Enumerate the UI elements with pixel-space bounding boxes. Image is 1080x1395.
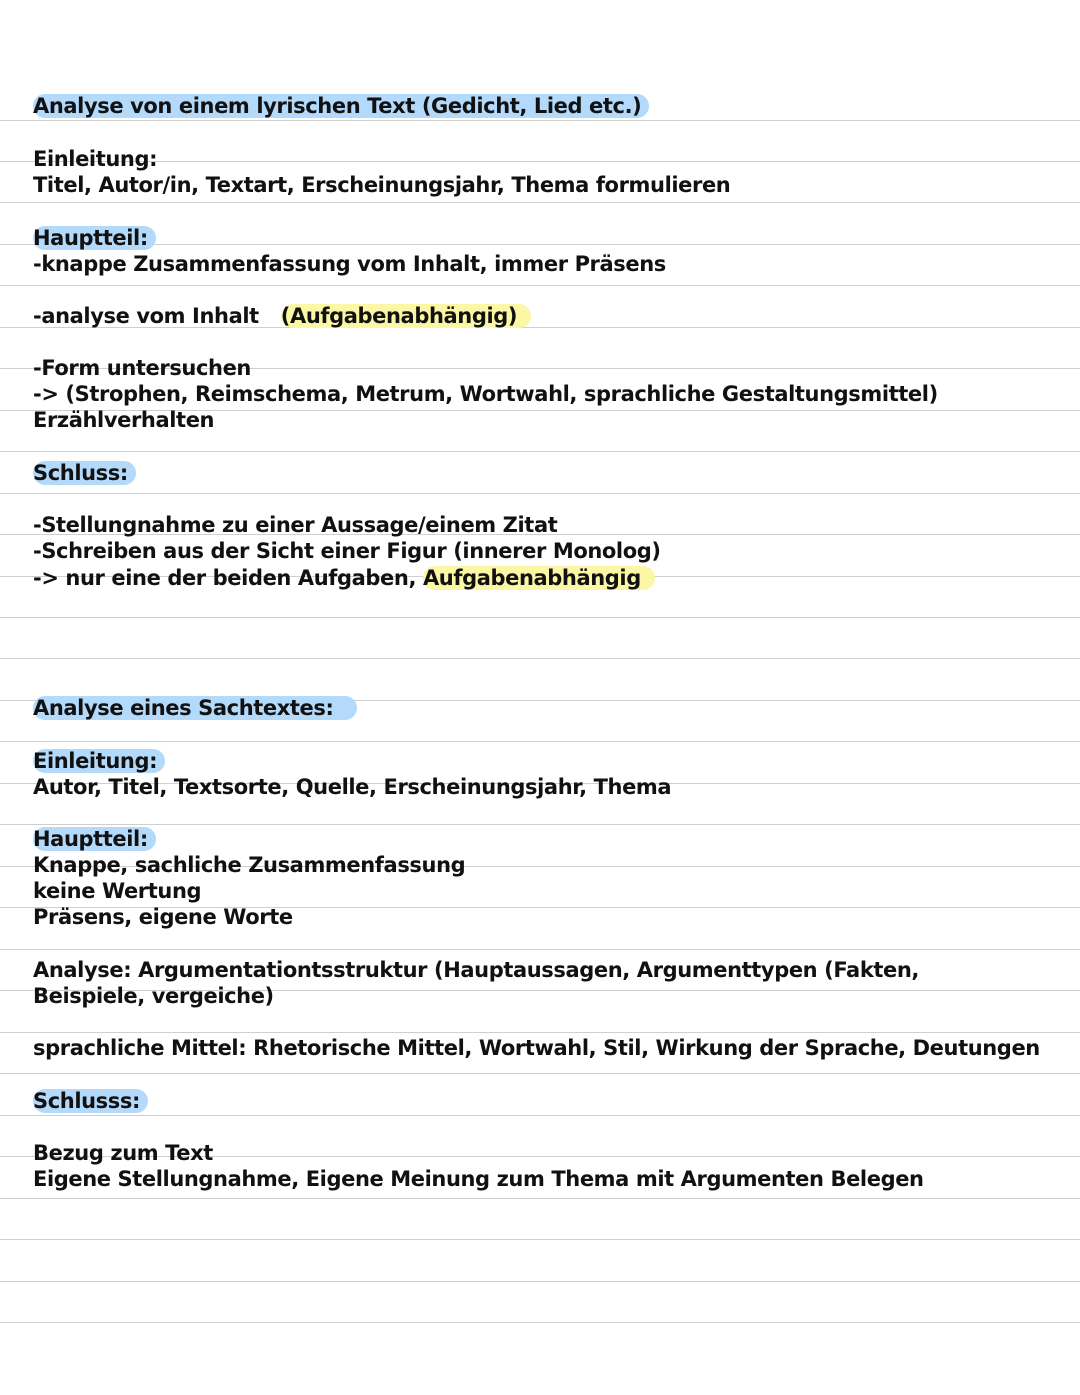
intro-heading-text: Einleitung: (33, 749, 165, 773)
ruled-line (0, 244, 1080, 245)
main-line: -knappe Zusammenfassung vom Inhalt, immer Präsens (33, 252, 666, 276)
section-title (33, 93, 649, 119)
ruled-line (0, 658, 1080, 659)
main-line-text: -analyse vom Inhalt (33, 304, 259, 328)
conclusion-line (33, 565, 655, 591)
ruled-line (0, 741, 1080, 742)
main-heading (33, 225, 156, 251)
ruled-line (0, 202, 1080, 203)
language-line: sprachliche Mittel: Rhetorische Mittel, Wortwahl, Stil, Wirkung der Sprache, Deutungen (33, 1036, 1040, 1060)
ruled-line (0, 824, 1080, 825)
main-line: -Form untersuchen (33, 356, 251, 380)
conclusion-line: -Stellungnahme zu einer Aussage/einem Zitat (33, 513, 558, 537)
intro-heading (33, 748, 165, 774)
analysis-line: Beispiele, vergeiche) (33, 984, 274, 1008)
conclusion-heading-text: Schluss: (33, 461, 136, 485)
main-line: keine Wertung (33, 879, 202, 903)
ruled-line (0, 1322, 1080, 1323)
section-title-text: Analyse von einem lyrischen Text (Gedicht, Lied etc.) (33, 94, 649, 118)
conclusion-line-highlight: Aufgabenabhängig (423, 566, 655, 590)
ruled-line (0, 949, 1080, 950)
main-heading-text: Hauptteil: (33, 827, 156, 851)
ruled-line (0, 1032, 1080, 1033)
conclusion-line-text: -> nur eine der beiden Aufgaben, (33, 566, 423, 590)
conclusion-heading (33, 460, 136, 486)
ruled-line (0, 1115, 1080, 1116)
main-line: -> (Strophen, Reimschema, Metrum, Wortwahl, sprachliche Gestaltungsmittel) (33, 382, 938, 406)
ruled-line (0, 161, 1080, 162)
section-title (33, 695, 357, 721)
main-heading-text: Hauptteil: (33, 226, 156, 250)
intro-text: Titel, Autor/in, Textart, Erscheinungsjahr, Thema formulieren (33, 173, 731, 197)
ruled-line (0, 1073, 1080, 1074)
intro-heading-text: Einleitung: (33, 147, 158, 171)
ruled-line (0, 120, 1080, 121)
ruled-line (0, 451, 1080, 452)
section-title-text: Analyse eines Sachtextes: (33, 696, 357, 720)
main-line: Präsens, eigene Worte (33, 905, 293, 929)
conclusion-line: Eigene Stellungnahme, Eigene Meinung zum Thema mit Argumenten Belegen (33, 1167, 924, 1191)
ruled-line (0, 1198, 1080, 1199)
ruled-line (0, 285, 1080, 286)
conclusion-line: Bezug zum Text (33, 1141, 213, 1165)
conclusion-line: -Schreiben aus der Sicht einer Figur (innerer Monolog) (33, 539, 661, 563)
main-line: Knappe, sachliche Zusammenfassung (33, 853, 466, 877)
conclusion-heading-text: Schlusss: (33, 1089, 148, 1113)
main-line (33, 303, 531, 329)
ruled-line (0, 1281, 1080, 1282)
conclusion-heading (33, 1088, 148, 1114)
ruled-line (0, 617, 1080, 618)
main-heading (33, 826, 156, 852)
main-line: Erzählverhalten (33, 408, 215, 432)
ruled-line (0, 1239, 1080, 1240)
main-line-note: (Aufgabenabhängig) (281, 304, 531, 328)
intro-text: Autor, Titel, Textsorte, Quelle, Erscheinungsjahr, Thema (33, 775, 672, 799)
ruled-line (0, 493, 1080, 494)
analysis-line: Analyse: Argumentationtsstruktur (Hauptaussagen, Argumenttypen (Fakten, (33, 958, 920, 982)
intro-heading (33, 146, 157, 172)
